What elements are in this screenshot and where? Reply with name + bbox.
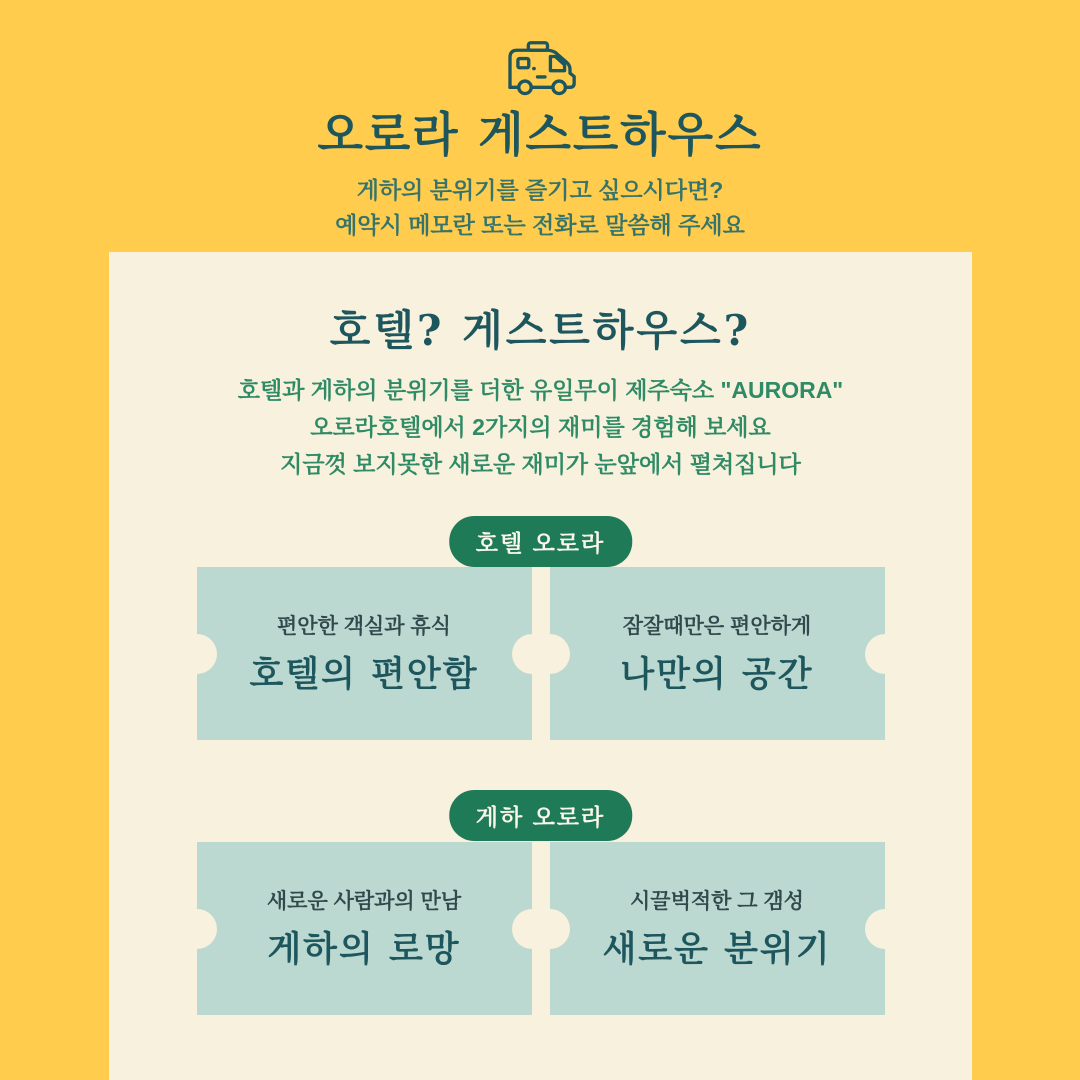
badge-geha-aurora: 게하 오로라 (449, 790, 632, 841)
ticket-guesthouse-romance (197, 842, 532, 1015)
ticket-title: 게하의 로망 (267, 929, 461, 970)
card-title: 호텔? 게스트하우스? (329, 306, 752, 355)
ticket-notch-left (530, 634, 570, 674)
ticket-title: 호텔의 편안함 (249, 654, 479, 695)
ticket-new-vibe (550, 842, 885, 1015)
header-subtitle-line-1: 게하의 분위기를 즐기고 싶으시다면? (356, 177, 724, 203)
card-description-line-3: 지금껏 보지못한 새로운 재미가 눈앞에서 펼쳐집니다 (280, 451, 801, 477)
ticket-hotel-comfort (197, 567, 532, 740)
ticket-row-guesthouse (197, 842, 885, 1015)
ticket-notch-left (530, 909, 570, 949)
camper-van-icon (500, 40, 580, 103)
ticket-title: 새로운 분위기 (602, 929, 832, 970)
ticket-subtitle: 편안한 객실과 휴식 (277, 615, 451, 638)
card-description (109, 372, 972, 483)
badge-hotel-aurora: 호텔 오로라 (449, 516, 632, 567)
ticket-subtitle: 새로운 사람과의 만남 (266, 890, 462, 913)
ticket-row-hotel (197, 567, 885, 740)
ticket-title: 나만의 공간 (620, 654, 814, 695)
ticket-notch-right (865, 909, 905, 949)
ticket-private-space (550, 567, 885, 740)
ticket-subtitle: 시끌벅적한 그 갬성 (630, 890, 804, 913)
header-subtitle-line-2: 예약시 메모란 또는 전화로 말씀해 주세요 (335, 212, 745, 238)
card-description-line-1: 호텔과 게하의 분위기를 더한 유일무이 제주숙소 "AURORA" (237, 377, 844, 403)
ticket-notch-left (177, 909, 217, 949)
card-description-line-2: 오로라호텔에서 2가지의 재미를 경험해 보세요 (310, 414, 771, 440)
info-card (109, 252, 972, 1080)
ticket-notch-right (865, 634, 905, 674)
page-title: 오로라 게스트하우스 (317, 108, 763, 163)
ticket-subtitle: 잠잘때만은 편안하게 (622, 615, 812, 638)
ticket-notch-left (177, 634, 217, 674)
